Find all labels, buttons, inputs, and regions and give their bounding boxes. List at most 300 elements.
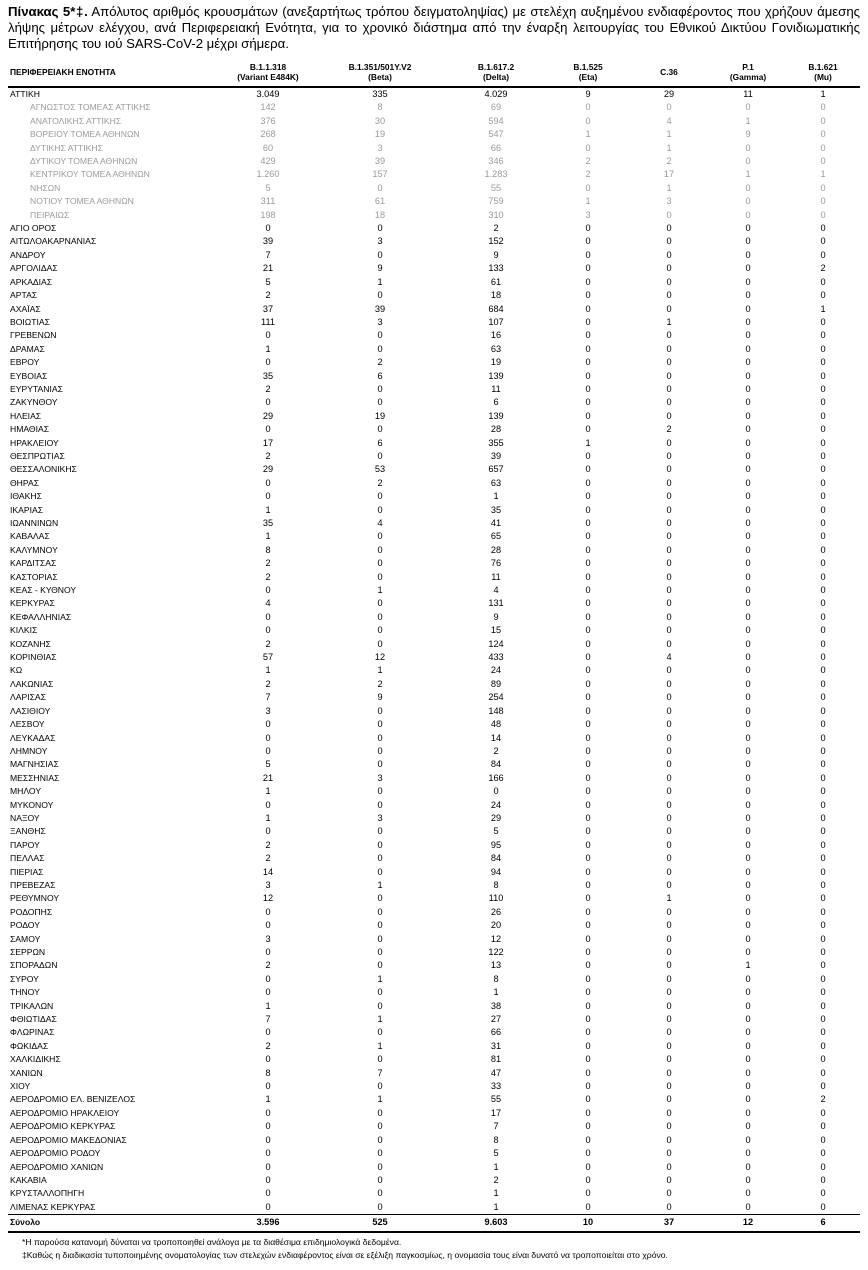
cell-value: 0 bbox=[820, 692, 826, 703]
cell-value: 29 bbox=[490, 812, 502, 823]
cell-value: 0 bbox=[585, 383, 591, 394]
cell-value: 429 bbox=[260, 156, 276, 167]
cell-value: 2 bbox=[265, 558, 271, 569]
region-name: ΑΕΡΟΔΡΟΜΙΟ ΜΑΚΕΔΟΝΙΑΣ bbox=[10, 1134, 127, 1145]
region-name: ΗΛΕΙΑΣ bbox=[10, 410, 42, 421]
cell-value: 0 bbox=[666, 531, 672, 542]
cell-value: 1 bbox=[265, 504, 271, 515]
region-name: ΤΗΝΟΥ bbox=[10, 987, 40, 998]
cell-value: 0 bbox=[265, 1161, 271, 1172]
cell-value: 89 bbox=[490, 678, 502, 689]
cell-value: 0 bbox=[745, 303, 751, 314]
cell-value: 27 bbox=[490, 1014, 502, 1025]
region-name: ΤΡΙΚΑΛΩΝ bbox=[10, 1000, 54, 1011]
cell-value: 17 bbox=[490, 1107, 502, 1118]
region-name: ΝΗΣΩΝ bbox=[30, 182, 61, 193]
cell-value: 0 bbox=[377, 558, 383, 569]
region-name: ΒΟΡΕΙΟΥ ΤΟΜΕΑ ΑΘΗΝΩΝ bbox=[30, 129, 140, 140]
cell-value: 4 bbox=[666, 652, 672, 663]
cell-value: 0 bbox=[666, 1081, 672, 1092]
cell-value: 1 bbox=[585, 196, 591, 207]
cell-value: 0 bbox=[377, 450, 383, 461]
cell-value: 0 bbox=[745, 383, 751, 394]
cell-value: 0 bbox=[745, 571, 751, 582]
cell-value: 0 bbox=[820, 115, 826, 126]
table-row bbox=[8, 852, 860, 865]
cell-value: 0 bbox=[745, 665, 751, 676]
cell-value: 335 bbox=[372, 89, 388, 99]
cell-value: 594 bbox=[488, 115, 504, 126]
cell-value: 0 bbox=[265, 625, 271, 636]
cell-value: 111 bbox=[261, 316, 275, 327]
sub-region-row bbox=[8, 209, 860, 222]
cell-value: 0 bbox=[666, 357, 672, 368]
region-name: ΠΙΕΡΙΑΣ bbox=[10, 866, 44, 877]
cell-value: 0 bbox=[820, 812, 826, 823]
cell-value: 0 bbox=[377, 839, 383, 850]
cell-value: 684 bbox=[488, 303, 504, 314]
region-name: ΚΑΣΤΟΡΙΑΣ bbox=[10, 571, 58, 582]
cell-value: 0 bbox=[585, 973, 591, 984]
region-name: ΣΕΡΡΩΝ bbox=[10, 947, 46, 957]
cell-value: 0 bbox=[377, 906, 383, 917]
table-row bbox=[8, 718, 860, 731]
cell-value: 0 bbox=[666, 571, 672, 582]
table-row bbox=[8, 919, 860, 932]
cell-value: 0 bbox=[377, 920, 383, 931]
cell-value: 0 bbox=[820, 571, 826, 582]
region-name: ΚΕΝΤΡΙΚΟΥ ΤΟΜΕΑ ΑΘΗΝΩΝ bbox=[30, 169, 150, 180]
cell-value: 0 bbox=[745, 893, 751, 904]
cell-value: 3 bbox=[265, 933, 271, 944]
cell-value: 0 bbox=[585, 866, 591, 877]
table-row bbox=[8, 289, 860, 302]
cell-value: 29 bbox=[663, 89, 675, 99]
footnotes bbox=[22, 1236, 668, 1262]
cell-value: 1 bbox=[666, 893, 672, 904]
cell-value: 0 bbox=[820, 343, 826, 354]
cell-value: 0 bbox=[820, 987, 826, 998]
cell-value: 355 bbox=[488, 437, 504, 448]
cell-value: 3.596 bbox=[220, 1215, 316, 1233]
cell-value: 39 bbox=[262, 236, 274, 247]
cell-value: 0 bbox=[820, 598, 826, 609]
cell-value: 7 bbox=[377, 1067, 383, 1078]
cell-value: 0 bbox=[377, 947, 383, 957]
cell-value: 84 bbox=[490, 759, 502, 770]
cell-value: 0 bbox=[666, 638, 672, 649]
table-row bbox=[8, 906, 860, 919]
cell-value: 0 bbox=[820, 745, 826, 756]
region-name: ΗΜΑΘΙΑΣ bbox=[10, 424, 50, 435]
cell-value: 0 bbox=[666, 1014, 672, 1025]
cell-value: 0 bbox=[585, 692, 591, 703]
region-name: ΚΕΡΚΥΡΑΣ bbox=[10, 598, 55, 609]
cell-value: 0 bbox=[585, 839, 591, 850]
header-column: C.36 bbox=[660, 66, 678, 77]
cell-value: 2 bbox=[666, 156, 672, 167]
cell-value: 0 bbox=[820, 920, 826, 931]
cell-value: 0 bbox=[666, 1054, 672, 1065]
cell-value: 55 bbox=[490, 1094, 502, 1105]
cell-value: 1 bbox=[820, 169, 826, 180]
cell-value: 0 bbox=[666, 879, 672, 890]
cell-value: 0 bbox=[820, 960, 826, 971]
sub-region-row bbox=[8, 168, 860, 181]
cell-value: 28 bbox=[490, 424, 502, 435]
cell-value: 66 bbox=[490, 142, 502, 153]
cell-value: 0 bbox=[585, 1107, 591, 1118]
region-name: ΧΑΝΙΩΝ bbox=[10, 1067, 43, 1078]
table-row bbox=[8, 959, 860, 972]
cell-value: 0 bbox=[265, 745, 271, 756]
table-row bbox=[8, 262, 860, 275]
cell-value: 0 bbox=[745, 853, 751, 864]
cell-value: 0 bbox=[820, 947, 826, 957]
cell-value: 0 bbox=[265, 477, 271, 488]
cell-value: 2 bbox=[493, 1174, 499, 1185]
cell-value: 0 bbox=[377, 1107, 383, 1118]
cell-value: 18 bbox=[490, 290, 502, 301]
cell-value: 0 bbox=[666, 276, 672, 287]
cell-value: 24 bbox=[490, 665, 502, 676]
region-name: ΦΘΙΩΤΙΔΑΣ bbox=[10, 1014, 57, 1025]
cell-value: 0 bbox=[820, 585, 826, 596]
cell-value: 122 bbox=[488, 947, 504, 957]
cell-value: 0 bbox=[585, 1201, 591, 1212]
cell-value: 0 bbox=[585, 1054, 591, 1065]
cell-value: 0 bbox=[265, 1027, 271, 1038]
cell-value: 33 bbox=[490, 1081, 502, 1092]
cell-value: 0 bbox=[666, 611, 672, 622]
cell-value: 66 bbox=[490, 1027, 502, 1038]
table-row bbox=[8, 517, 860, 530]
cell-value: 0 bbox=[820, 464, 826, 475]
cell-value: 0 bbox=[585, 1040, 591, 1051]
cell-value: 3 bbox=[265, 705, 271, 716]
region-name: ΛΕΥΚΑΔΑΣ bbox=[10, 732, 56, 743]
cell-value: 3 bbox=[585, 209, 591, 220]
region-name: ΛΗΜΝΟΥ bbox=[10, 745, 48, 756]
table-row bbox=[8, 946, 860, 959]
table-row bbox=[8, 812, 860, 825]
cell-value: 0 bbox=[377, 1188, 383, 1199]
cell-value: 0 bbox=[666, 477, 672, 488]
cell-value: 0 bbox=[585, 759, 591, 770]
cell-value: 310 bbox=[488, 209, 504, 220]
cell-value: 0 bbox=[585, 504, 591, 515]
cell-value: 0 bbox=[666, 960, 672, 971]
cell-value: 0 bbox=[820, 330, 826, 341]
cell-value: 0 bbox=[820, 652, 826, 663]
cell-value: 166 bbox=[488, 772, 504, 783]
cell-value: 4.029 bbox=[484, 89, 508, 99]
cell-value: 0 bbox=[745, 1027, 751, 1038]
table-row bbox=[8, 1161, 860, 1174]
cell-value: 19 bbox=[374, 129, 386, 140]
cell-value: 0 bbox=[265, 1107, 271, 1118]
cell-value: 0 bbox=[666, 839, 672, 850]
cell-value: 0 bbox=[585, 987, 591, 998]
cell-value: 1 bbox=[493, 987, 499, 998]
cell-value: 0 bbox=[745, 464, 751, 475]
region-name: ΔΡΑΜΑΣ bbox=[10, 343, 45, 354]
cell-value: 0 bbox=[745, 182, 751, 193]
region-name: ΜΕΣΣΗΝΙΑΣ bbox=[10, 772, 60, 783]
cell-value: 0 bbox=[666, 102, 672, 113]
cell-value: 0 bbox=[377, 719, 383, 730]
cell-value: 0 bbox=[820, 1174, 826, 1185]
cell-value: 0 bbox=[745, 933, 751, 944]
region-name: ΜΥΚΟΝΟΥ bbox=[10, 799, 54, 810]
cell-value: 0 bbox=[666, 1201, 672, 1212]
cell-value: 0 bbox=[666, 947, 672, 957]
cell-value: 1 bbox=[585, 437, 591, 448]
cell-value: 0 bbox=[666, 450, 672, 461]
cell-value: 15 bbox=[490, 625, 502, 636]
cell-value: 0 bbox=[265, 1188, 271, 1199]
cell-value: 0 bbox=[666, 383, 672, 394]
cell-value: 0 bbox=[820, 1014, 826, 1025]
cell-value: 16 bbox=[490, 330, 502, 341]
cell-value: 0 bbox=[820, 705, 826, 716]
cell-value: 0 bbox=[585, 370, 591, 381]
cell-value: 0 bbox=[377, 745, 383, 756]
table-row bbox=[8, 772, 860, 785]
cell-value: 3.049 bbox=[256, 89, 280, 99]
cell-value: 0 bbox=[745, 491, 751, 502]
cell-value: 0 bbox=[265, 799, 271, 810]
cell-value: 0 bbox=[377, 491, 383, 502]
cell-value: 12 bbox=[262, 893, 274, 904]
cell-value: 8 bbox=[265, 544, 271, 555]
cell-value: 24 bbox=[490, 799, 502, 810]
cell-value: 142 bbox=[260, 102, 276, 113]
table-row bbox=[8, 1080, 860, 1093]
cell-value: 47 bbox=[490, 1067, 502, 1078]
cell-value: 0 bbox=[377, 960, 383, 971]
cell-value: 0 bbox=[745, 1201, 751, 1212]
region-name: ΑΡΤΑΣ bbox=[10, 290, 38, 301]
cell-value: 0 bbox=[377, 987, 383, 998]
cell-value: 0 bbox=[666, 732, 672, 743]
table-row bbox=[8, 316, 860, 329]
cell-value: 346 bbox=[488, 156, 504, 167]
variants-table bbox=[8, 58, 860, 1233]
cell-value: 3 bbox=[377, 142, 383, 153]
cell-value: 0 bbox=[666, 1188, 672, 1199]
cell-value: 0 bbox=[745, 1000, 751, 1011]
cell-value: 0 bbox=[265, 719, 271, 730]
cell-value: 0 bbox=[585, 1094, 591, 1105]
region-name: ΣΠΟΡΑΔΩΝ bbox=[10, 960, 58, 971]
cell-value: 3 bbox=[377, 772, 383, 783]
cell-value: 0 bbox=[666, 853, 672, 864]
cell-value: 2 bbox=[265, 839, 271, 850]
cell-value: 6 bbox=[377, 437, 383, 448]
cell-value: 1 bbox=[745, 169, 751, 180]
cell-value: 0 bbox=[377, 182, 383, 193]
cell-value: 0 bbox=[666, 719, 672, 730]
cell-value: 0 bbox=[377, 330, 383, 341]
cell-value: 13 bbox=[490, 960, 502, 971]
cell-value: 0 bbox=[377, 1027, 383, 1038]
cell-value: 0 bbox=[666, 1134, 672, 1145]
cell-value: 0 bbox=[820, 102, 826, 113]
cell-value: 0 bbox=[585, 102, 591, 113]
table-row bbox=[8, 437, 860, 450]
table-row bbox=[8, 463, 860, 476]
cell-value: 2 bbox=[820, 263, 826, 274]
cell-value: 0 bbox=[745, 678, 751, 689]
cell-value: 1 bbox=[265, 665, 271, 676]
cell-value: 0 bbox=[265, 223, 271, 234]
cell-value: 0 bbox=[745, 1094, 751, 1105]
cell-value: 0 bbox=[820, 1040, 826, 1051]
cell-value: 2 bbox=[265, 450, 271, 461]
cell-value: 21 bbox=[262, 772, 274, 783]
region-name: ΕΥΡΥΤΑΝΙΑΣ bbox=[10, 383, 63, 394]
table-row bbox=[8, 1093, 860, 1106]
header-region: ΠΕΡΙΦΕΡΕΙΑΚΗ ΕΝΟΤΗΤΑ bbox=[10, 66, 116, 77]
region-name: ΡΕΘΥΜΝΟΥ bbox=[10, 893, 60, 904]
cell-value: 0 bbox=[585, 745, 591, 756]
header-column: B.1.525 (Eta) bbox=[573, 61, 603, 82]
cell-value: 2 bbox=[265, 678, 271, 689]
cell-value: 0 bbox=[585, 182, 591, 193]
cell-value: 0 bbox=[820, 772, 826, 783]
cell-value: 1 bbox=[666, 316, 672, 327]
cell-value: 0 bbox=[745, 330, 751, 341]
cell-value: 0 bbox=[585, 1027, 591, 1038]
header-column: B.1.351/501Y.V2 (Beta) bbox=[348, 61, 412, 82]
cell-value: 0 bbox=[820, 611, 826, 622]
cell-value: 2 bbox=[377, 678, 383, 689]
cell-value: 0 bbox=[820, 1067, 826, 1078]
cell-value: 0 bbox=[265, 1121, 271, 1132]
cell-value: 0 bbox=[585, 638, 591, 649]
cell-value: 0 bbox=[585, 1014, 591, 1025]
cell-value: 0 bbox=[745, 866, 751, 877]
cell-value: 0 bbox=[745, 1014, 751, 1025]
cell-value: 0 bbox=[377, 893, 383, 904]
region-name: ΞΑΝΘΗΣ bbox=[10, 826, 46, 837]
region-name: ΑΓΙΟ ΟΡΟΣ bbox=[10, 223, 57, 234]
cell-value: 0 bbox=[377, 866, 383, 877]
cell-value: 0 bbox=[820, 879, 826, 890]
cell-value: 0 bbox=[745, 1054, 751, 1065]
cell-value: 0 bbox=[377, 571, 383, 582]
cell-value: 0 bbox=[820, 906, 826, 917]
cell-value: 14 bbox=[262, 866, 274, 877]
table-row bbox=[8, 1147, 860, 1160]
cell-value: 0 bbox=[585, 263, 591, 274]
cell-value: 131 bbox=[488, 598, 504, 609]
table-label: Πίνακας 5*‡. bbox=[8, 4, 88, 19]
cell-value: 8 bbox=[265, 1067, 271, 1078]
cell-value: 157 bbox=[372, 169, 388, 180]
cell-value: 0 bbox=[666, 973, 672, 984]
table-row bbox=[8, 705, 860, 718]
cell-value: 0 bbox=[585, 1067, 591, 1078]
cell-value: 12 bbox=[710, 1215, 786, 1233]
cell-value: 0 bbox=[666, 464, 672, 475]
cell-value: 5 bbox=[265, 759, 271, 770]
cell-value: 0 bbox=[585, 464, 591, 475]
cell-value: 0 bbox=[585, 330, 591, 341]
cell-value: 0 bbox=[666, 544, 672, 555]
cell-value: 35 bbox=[490, 504, 502, 515]
cell-value: 0 bbox=[745, 437, 751, 448]
region-name: ΛΑΡΙΣΑΣ bbox=[10, 692, 46, 703]
cell-value: 0 bbox=[745, 652, 751, 663]
region-name: ΚΡΥΣΤΑΛΛΟΠΗΓΗ bbox=[10, 1188, 85, 1199]
cell-value: 1 bbox=[493, 1188, 499, 1199]
cell-value: 0 bbox=[585, 357, 591, 368]
cell-value: 0 bbox=[820, 1121, 826, 1132]
cell-value: 0 bbox=[745, 209, 751, 220]
cell-value: 0 bbox=[666, 290, 672, 301]
cell-value: 0 bbox=[585, 142, 591, 153]
cell-value: 139 bbox=[488, 410, 504, 421]
table-row bbox=[8, 222, 860, 235]
cell-value: 1.260 bbox=[256, 169, 280, 180]
cell-value: 0 bbox=[820, 316, 826, 327]
cell-value: 0 bbox=[745, 786, 751, 797]
cell-value: 0 bbox=[585, 893, 591, 904]
cell-value: 0 bbox=[666, 303, 672, 314]
table-row bbox=[8, 1067, 860, 1080]
cell-value: 11 bbox=[491, 383, 501, 394]
cell-value: 2 bbox=[585, 169, 591, 180]
cell-value: 0 bbox=[585, 585, 591, 596]
region-name: ΚΙΛΚΙΣ bbox=[10, 625, 38, 636]
cell-value: 0 bbox=[820, 276, 826, 287]
region-name: ΝΟΤΙΟΥ ΤΟΜΕΑ ΑΘΗΝΩΝ bbox=[30, 196, 134, 207]
cell-value: 1 bbox=[265, 812, 271, 823]
cell-value: 55 bbox=[490, 182, 502, 193]
region-name: ΛΑΚΩΝΙΑΣ bbox=[10, 678, 54, 689]
table-row bbox=[8, 1187, 860, 1200]
cell-value: 1 bbox=[377, 1094, 383, 1105]
cell-value: 8 bbox=[377, 102, 383, 113]
table-row bbox=[8, 799, 860, 812]
cell-value: 0 bbox=[745, 196, 751, 207]
cell-value: 0 bbox=[745, 772, 751, 783]
cell-value: 0 bbox=[666, 933, 672, 944]
cell-value: 0 bbox=[820, 518, 826, 528]
cell-value: 0 bbox=[377, 223, 383, 234]
cell-value: 759 bbox=[488, 196, 504, 207]
cell-value: 3 bbox=[377, 236, 383, 247]
cell-value: 28 bbox=[490, 544, 502, 555]
cell-value: 11 bbox=[743, 89, 753, 99]
cell-value: 0 bbox=[377, 290, 383, 301]
region-name: ΚΟΖΑΝΗΣ bbox=[10, 638, 51, 649]
cell-value: 0 bbox=[265, 1174, 271, 1185]
cell-value: 0 bbox=[745, 638, 751, 649]
cell-value: 0 bbox=[745, 290, 751, 301]
cell-value: 0 bbox=[820, 209, 826, 220]
cell-value: 0 bbox=[666, 410, 672, 421]
cell-value: 3 bbox=[377, 316, 383, 327]
cell-value: 1 bbox=[377, 1014, 383, 1025]
cell-value: 0 bbox=[585, 799, 591, 810]
cell-value: 0 bbox=[585, 491, 591, 502]
table-row bbox=[8, 370, 860, 383]
cell-value: 2 bbox=[265, 290, 271, 301]
cell-value: 0 bbox=[265, 732, 271, 743]
